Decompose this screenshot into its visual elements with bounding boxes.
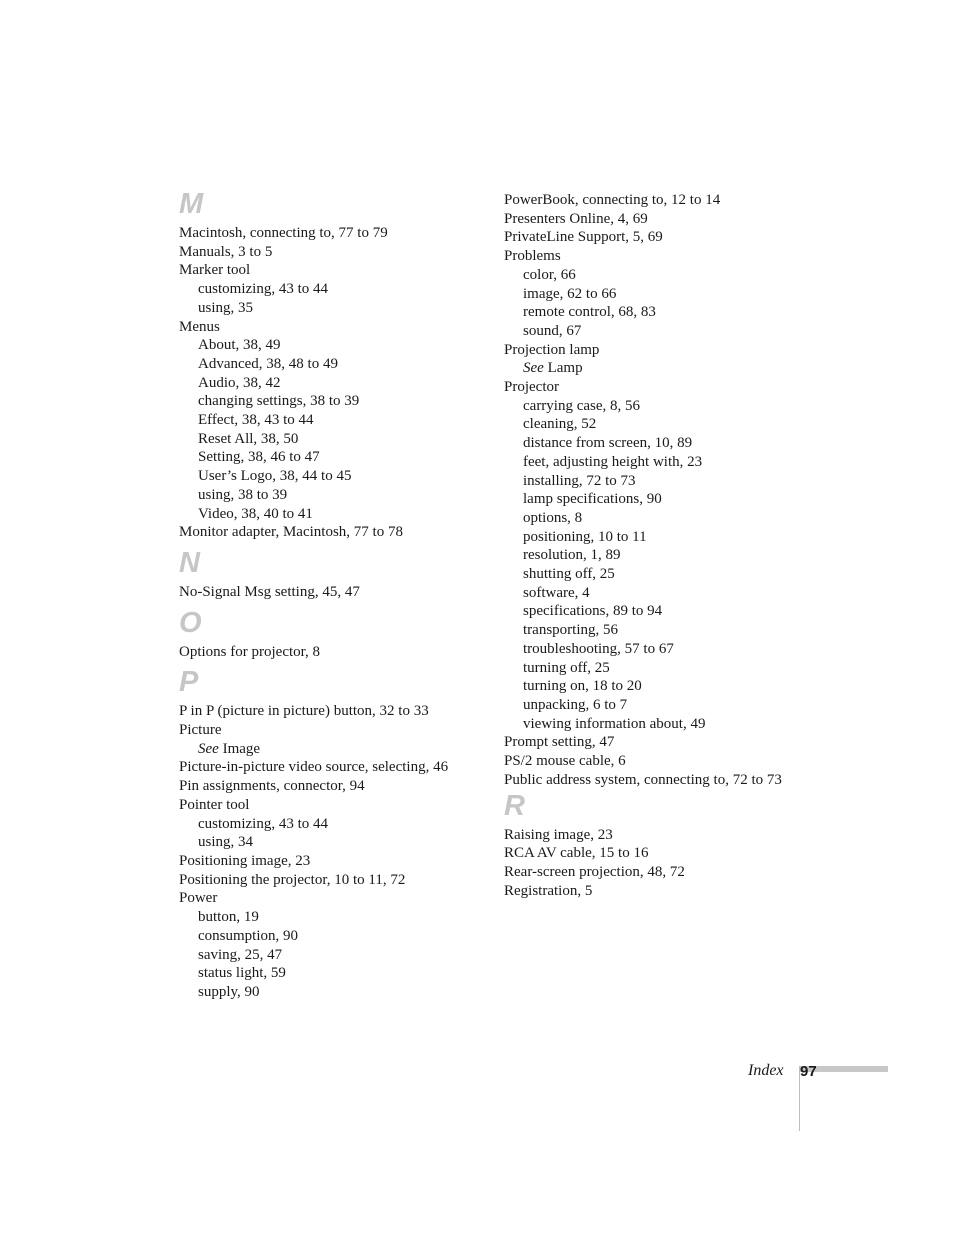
index-subentry: button, 19 xyxy=(198,909,259,926)
index-entry: Manuals, 3 to 5 xyxy=(179,243,273,260)
index-subentry: troubleshooting, 57 to 67 xyxy=(523,640,674,657)
index-subentry: remote control, 68, 83 xyxy=(523,304,656,321)
index-subentry: Advanced, 38, 48 to 49 xyxy=(198,355,338,372)
index-entry: Picture-in-picture video source, selecting, 46 xyxy=(179,759,449,776)
index-entry: Problems xyxy=(504,248,561,265)
index-subentry: consumption, 90 xyxy=(198,927,298,944)
index-subentry: Video, 38, 40 to 41 xyxy=(198,505,313,522)
index-subentry: software, 4 xyxy=(523,584,590,601)
index-entry: PowerBook, connecting to, 12 to 14 xyxy=(504,192,721,208)
index-entry: Monitor adapter, Macintosh, 77 to 78 xyxy=(179,524,403,541)
index-entry: Projector xyxy=(504,379,559,396)
index-entry: Public address system, connecting to, 72 to 73 xyxy=(504,771,782,788)
index-subentry: changing settings, 38 to 39 xyxy=(198,393,360,410)
footer-section-label: Index xyxy=(748,1062,784,1079)
index-entry: Options for projector, 8 xyxy=(179,643,321,660)
index-entry: Projection lamp xyxy=(504,341,600,358)
index-entry: Presenters Online, 4, 69 xyxy=(504,210,648,227)
index-entry: Power xyxy=(179,890,218,907)
index-subentry: color, 66 xyxy=(523,266,576,283)
index-subentry: cleaning, 52 xyxy=(523,416,597,433)
index-subentry: installing, 72 to 73 xyxy=(523,472,636,489)
index-subentry: lamp specifications, 90 xyxy=(523,491,662,508)
index-subentry: specifications, 89 to 94 xyxy=(523,603,663,620)
index-subentry: customizing, 43 to 44 xyxy=(198,815,328,832)
page-number: 97 xyxy=(800,1063,817,1080)
index-letter-heading: O xyxy=(179,606,203,639)
index-subentry: sound, 67 xyxy=(523,322,582,339)
see-target: Image xyxy=(218,740,261,757)
index-subentry: unpacking, 6 to 7 xyxy=(523,696,628,713)
index-entry: Positioning the projector, 10 to 11, 72 xyxy=(179,871,406,888)
index-entry: Pointer tool xyxy=(179,796,250,813)
index-subentry: customizing, 43 to 44 xyxy=(198,281,328,298)
index-entry: PS/2 mouse cable, 6 xyxy=(504,753,626,770)
index-subentry: Effect, 38, 43 to 44 xyxy=(198,412,314,429)
index-subentry: shutting off, 25 xyxy=(523,566,615,583)
index-column-left xyxy=(179,188,489,1002)
see-reference: See xyxy=(523,360,544,377)
index-subentry: Reset All, 38, 50 xyxy=(198,430,299,447)
index-entry: Macintosh, connecting to, 77 to 79 xyxy=(179,225,388,241)
index-subentry xyxy=(179,740,489,759)
index-letter-heading: R xyxy=(504,789,526,822)
index-subentry: using, 35 xyxy=(198,299,254,316)
index-subentry: Setting, 38, 46 to 47 xyxy=(198,449,320,466)
index-subentry: Audio, 38, 42 xyxy=(198,374,281,391)
index-subentry: status light, 59 xyxy=(198,965,286,982)
index-entry: Positioning image, 23 xyxy=(179,852,311,869)
index-entry: PrivateLine Support, 5, 69 xyxy=(504,229,663,246)
index-letter-heading: P xyxy=(179,666,199,699)
index-subentry: About, 38, 49 xyxy=(198,337,281,354)
index-subentry: transporting, 56 xyxy=(523,622,618,639)
index-subentry: resolution, 1, 89 xyxy=(523,547,621,564)
index-subentry: image, 62 to 66 xyxy=(523,285,617,302)
index-subentry: supply, 90 xyxy=(198,983,260,1000)
index-subentry: viewing information about, 49 xyxy=(523,715,706,732)
index-subentry: positioning, 10 to 11 xyxy=(523,528,647,545)
index-entry: Menus xyxy=(179,318,220,335)
index-subentry: feet, adjusting height with, 23 xyxy=(523,453,703,470)
index-subentry xyxy=(504,359,814,378)
index-letter-heading: M xyxy=(179,188,204,220)
see-target: Lamp xyxy=(543,360,583,377)
index-entry: No-Signal Msg setting, 45, 47 xyxy=(179,583,360,600)
index-subentry: saving, 25, 47 xyxy=(198,946,283,963)
index-subentry: options, 8 xyxy=(523,509,583,526)
index-entry: RCA AV cable, 15 to 16 xyxy=(504,845,649,862)
index-subentry: turning on, 18 to 20 xyxy=(523,678,642,695)
index-subentry: User’s Logo, 38, 44 to 45 xyxy=(198,468,352,485)
index-subentry: using, 34 xyxy=(198,834,254,851)
index-entry: Marker tool xyxy=(179,262,251,279)
index-entry: Pin assignments, connector, 94 xyxy=(179,778,365,795)
index-subentry: using, 38 to 39 xyxy=(198,486,288,503)
index-entry: Registration, 5 xyxy=(504,882,593,899)
index-entry: P in P (picture in picture) button, 32 to 33 xyxy=(179,703,429,720)
index-entry: Raising image, 23 xyxy=(504,826,613,843)
index-entry: Rear-screen projection, 48, 72 xyxy=(504,863,685,880)
index-column-right xyxy=(504,191,814,900)
index-subentry: carrying case, 8, 56 xyxy=(523,397,641,414)
see-reference: See xyxy=(198,740,219,757)
index-letter-heading: N xyxy=(179,546,201,579)
index-subentry: turning off, 25 xyxy=(523,659,610,676)
index-entry: Prompt setting, 47 xyxy=(504,734,615,751)
index-entry: Picture xyxy=(179,722,222,739)
index-subentry: distance from screen, 10, 89 xyxy=(523,435,693,452)
